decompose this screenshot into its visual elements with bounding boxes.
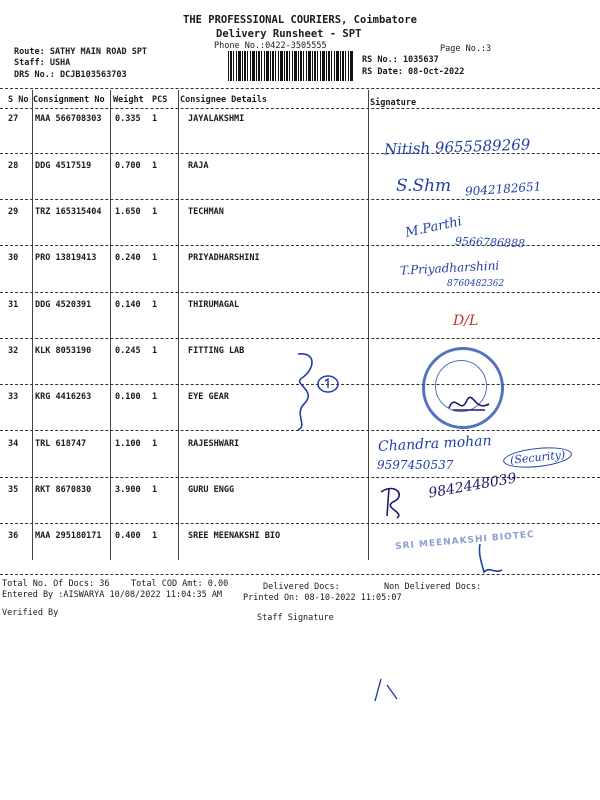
row-divider	[0, 523, 600, 524]
pen-mark	[365, 675, 415, 705]
row-divider	[0, 199, 600, 200]
table-row	[0, 300, 600, 314]
row-pcs: 1	[152, 439, 158, 449]
table-row	[0, 161, 600, 175]
handwritten-note: (Security)	[502, 444, 573, 470]
rs-number: RS No.: 1035637	[362, 55, 439, 65]
non-delivered-docs: Non Delivered Docs:	[384, 582, 482, 592]
signature-scribble	[472, 540, 512, 580]
col-consignee: Consignee Details	[180, 95, 267, 105]
handwritten-signature: T.Priyadharshini	[399, 258, 500, 278]
staff-signature: Staff Signature	[257, 613, 334, 623]
row-pcs: 1	[152, 114, 158, 124]
table-row	[0, 114, 600, 128]
row-consignment: DDG 4517519	[35, 161, 92, 171]
row-weight: 0.400	[115, 531, 141, 541]
route: Route: SATHY MAIN ROAD SPT	[14, 47, 148, 57]
row-weight: 0.100	[115, 392, 141, 402]
row-consignment: MAA 566708303	[35, 114, 102, 124]
row-divider	[0, 338, 600, 339]
row-consignment: PRO 13819413	[35, 253, 97, 263]
col-consignment: Consignment No	[33, 95, 105, 105]
row-consignment: MAA 295180171	[35, 531, 102, 541]
row-sno: 31	[8, 300, 19, 310]
row-divider	[0, 292, 600, 293]
handwritten-number: 9566786888	[454, 234, 526, 251]
page-number: Page No.:3	[440, 44, 492, 54]
signature-scribble	[375, 482, 415, 522]
handwritten-signature: Nitish 9655589269	[383, 135, 531, 159]
row-consignment: TRL 618747	[35, 439, 87, 449]
handwritten-number: 9042182651	[464, 179, 542, 199]
row-pcs: 1	[152, 207, 158, 217]
row-consignee: TECHMAN	[188, 207, 224, 217]
col-signature: Signature	[370, 98, 417, 108]
row-weight: 0.700	[115, 161, 141, 171]
entered-by: Entered By :AISWARYA 10/08/2022 11:04:35 AM	[2, 590, 223, 600]
row-weight: 0.240	[115, 253, 141, 263]
col-pcs: PCS	[152, 95, 168, 105]
verified-by: Verified By	[2, 608, 59, 618]
row-consignee: JAYALAKSHMI	[188, 114, 245, 124]
handwritten-signature: S.Shm	[396, 176, 452, 196]
company-name: THE PROFESSIONAL COURIERS, Coimbatore	[183, 14, 417, 26]
divider	[0, 108, 600, 109]
row-weight: 0.140	[115, 300, 141, 310]
handwritten-number: 9842448039	[427, 470, 518, 502]
row-sno: 33	[8, 392, 19, 402]
signature-scribble	[278, 348, 350, 434]
row-pcs: 1	[152, 161, 158, 171]
total-cod: Total COD Amt: 0.00	[131, 579, 229, 589]
row-consignee: SREE MEENAKSHI BIO	[188, 531, 281, 541]
row-consignee: GURU ENGG	[188, 485, 235, 495]
barcode	[228, 51, 354, 81]
divider	[0, 88, 600, 89]
row-sno: 27	[8, 114, 19, 124]
signature-scribble	[445, 388, 493, 418]
row-consignee: EYE GEAR	[188, 392, 229, 402]
row-weight: 1.100	[115, 439, 141, 449]
row-sno: 34	[8, 439, 19, 449]
handwritten-signature: M.Parthi	[404, 214, 464, 241]
row-sno: 35	[8, 485, 19, 495]
phone-number: Phone No.:0422-3505555	[214, 41, 327, 51]
table-row	[0, 207, 600, 221]
col-weight: Weight	[113, 95, 144, 105]
row-pcs: 1	[152, 531, 158, 541]
col-sno: S No	[8, 95, 29, 105]
row-pcs: 1	[152, 253, 158, 263]
row-pcs: 1	[152, 346, 158, 356]
row-sno: 29	[8, 207, 19, 217]
row-consignment: RKT 8670830	[35, 485, 92, 495]
row-sno: 32	[8, 346, 19, 356]
table-row	[0, 253, 600, 267]
row-weight: 0.245	[115, 346, 141, 356]
table-row	[0, 439, 600, 453]
row-consignee: FITTING LAB	[188, 346, 245, 356]
row-consignee: THIRUMAGAL	[188, 300, 240, 310]
row-consignment: KRG 4416263	[35, 392, 92, 402]
handwritten-note: D/L	[453, 313, 479, 329]
document-title: Delivery Runsheet - SPT	[216, 28, 362, 40]
row-consignee: PRIYADHARSHINI	[188, 253, 260, 263]
row-sno: 36	[8, 531, 19, 541]
row-consignee: RAJA	[188, 161, 209, 171]
printed-on: Printed On: 08-10-2022 11:05:07	[243, 593, 402, 603]
row-pcs: 1	[152, 485, 158, 495]
row-sno: 30	[8, 253, 19, 263]
row-pcs: 1	[152, 392, 158, 402]
handwritten-number: 9597450537	[377, 458, 454, 472]
drs-number: DRS No.: DCJB103563703	[14, 70, 127, 80]
handwritten-signature: Chandra mohan	[377, 433, 492, 455]
handwritten-number: 8760482362	[447, 279, 505, 289]
row-sno: 28	[8, 161, 19, 171]
staff: Staff: USHA	[14, 58, 71, 68]
row-weight: 0.335	[115, 114, 141, 124]
company-stamp: SRI MEENAKSHI BIOTEC	[394, 529, 536, 553]
row-consignment: DDG 4520391	[35, 300, 92, 310]
row-consignee: RAJESHWARI	[188, 439, 240, 449]
rs-date: RS Date: 08-Oct-2022	[362, 67, 465, 77]
row-consignment: KLK 8053190	[35, 346, 92, 356]
delivered-docs: Delivered Docs:	[263, 582, 340, 592]
row-weight: 1.650	[115, 207, 141, 217]
row-consignment: TRZ 165315404	[35, 207, 102, 217]
row-weight: 3.900	[115, 485, 141, 495]
total-docs: Total No. Of Docs: 36	[2, 579, 110, 589]
row-pcs: 1	[152, 300, 158, 310]
